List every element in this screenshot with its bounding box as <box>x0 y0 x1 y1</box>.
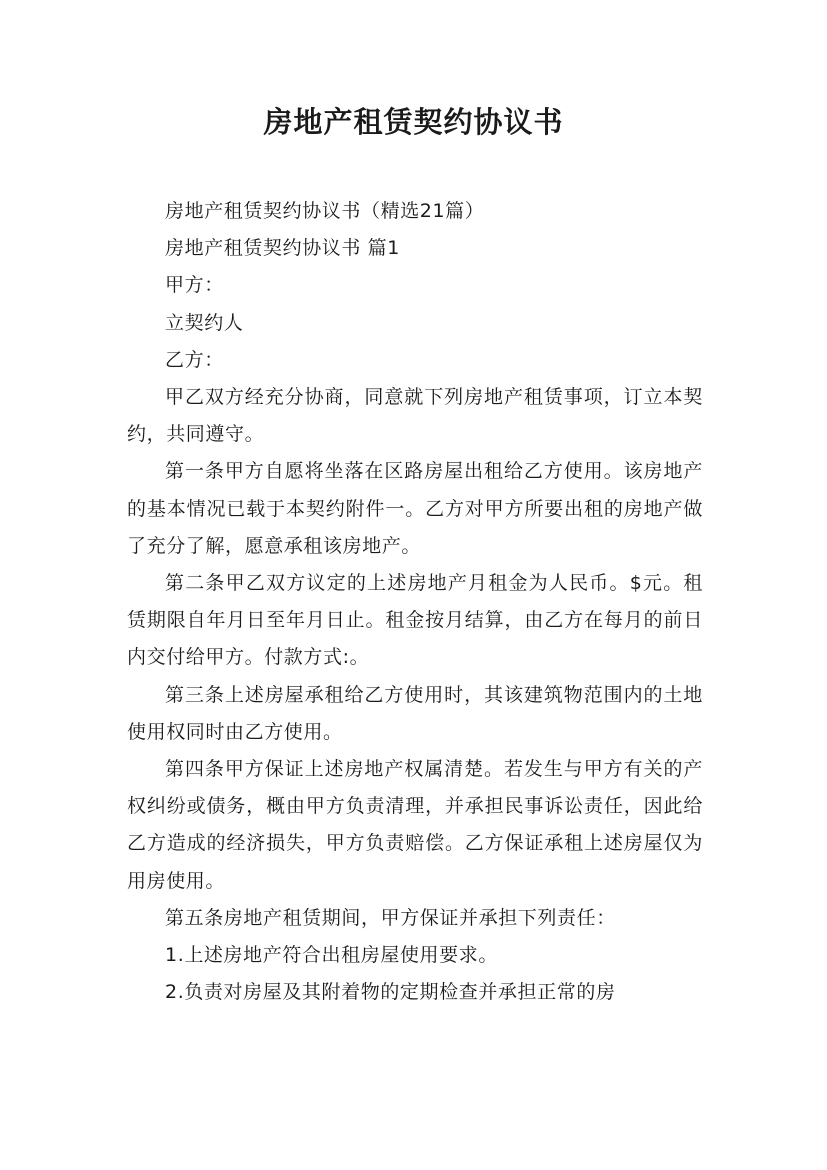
article-5-item-1: 1.上述房地产符合出租房屋使用要求。 <box>165 944 498 967</box>
article-3-paragraph: 第三条上述房屋承租给乙方使用时，其该建筑物范围内的土地使用权同时由乙方使用。 <box>127 683 703 743</box>
document-title: 房地产租赁契约协议书 <box>263 105 564 139</box>
contract-maker-label: 立契约人 <box>165 311 244 334</box>
party-a-label: 甲方： <box>165 274 224 297</box>
section-heading: 房地产租赁契约协议书 篇1 <box>165 237 400 260</box>
article-5-paragraph: 第五条房地产租赁期间，甲方保证并承担下列责任： <box>165 906 616 929</box>
article-4-paragraph: 第四条甲方保证上述房地产权属清楚。若发生与甲方有关的产权纠纷或债务，概由甲方负责清理，并承担民事诉讼责任，因此给乙方造成的经济损失，甲方负责赔偿。乙方保证承租上述房屋仅为用房使用。 <box>127 758 703 892</box>
subtitle-paragraph: 房地产租赁契约协议书（精选21篇） <box>165 200 485 222</box>
document-body <box>127 193 703 1011</box>
article-5-item-2: 2.负责对房屋及其附着物的定期检查并承担正常的房 <box>165 981 616 1004</box>
preamble-paragraph: 甲乙双方经充分协商，同意就下列房地产租赁事项，订立本契约，共同遵守。 <box>127 386 703 446</box>
party-b-label: 乙方： <box>165 348 224 371</box>
article-1-paragraph: 第一条甲方自愿将坐落在区路房屋出租给乙方使用。该房地产的基本情况已载于本契约附件一。乙方对甲方所要出租的房地产做了充分了解，愿意承租该房地产。 <box>127 460 703 557</box>
article-2-paragraph: 第二条甲乙双方议定的上述房地产月租金为人民币。$元。租赁期限自年月日至年月日止。租金按月结算，由乙方在每月的前日内交付给甲方。付款方式:。 <box>127 572 703 669</box>
